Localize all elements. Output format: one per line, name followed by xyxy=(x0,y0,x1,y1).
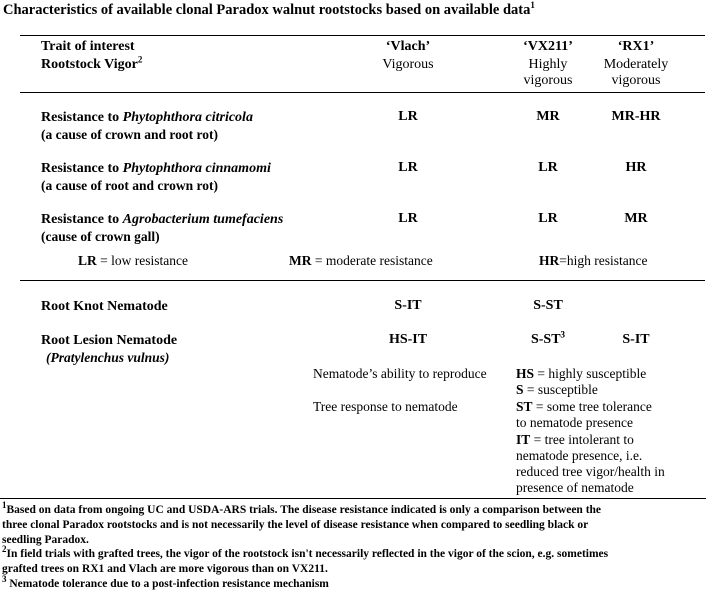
value-vlach: S-IT xyxy=(394,298,422,313)
legend-st: ST = some tree tolerance xyxy=(516,399,652,414)
col-vx211-vigor-1: Highly xyxy=(528,57,568,72)
value-vx211: LR xyxy=(538,160,558,175)
value-vx211: $S-ST^3$ xyxy=(530,329,566,347)
vigor-header: Rootstock Vigor$^2$ xyxy=(41,54,143,72)
disease-label: Resistance to Phytophthora citricola xyxy=(41,110,253,125)
col-vlach-vigor: Vigorous xyxy=(382,57,434,72)
col-rx1-name: ‘RX1’ xyxy=(617,39,655,54)
legend-mr: MR = moderate resistance xyxy=(289,253,433,268)
disease-note: (a cause of crown and root rot) xyxy=(41,127,218,142)
page-title: Characteristics of available clonal Paradox walnut rootstocks based on available data$^1$ xyxy=(3,0,535,18)
reproduce-label: Nematode’s ability to reproduce xyxy=(313,366,487,381)
header-rule xyxy=(20,92,705,93)
col-vx211-name: ‘VX211’ xyxy=(523,39,573,54)
legend-hr: HR=high resistance xyxy=(539,253,648,268)
nematode-sublabel: (Pratylenchus vulnus) xyxy=(46,350,170,365)
legend-s: S = susceptible xyxy=(516,382,598,397)
nematode-label: Root Knot Nematode xyxy=(41,299,168,314)
col-vlach-name: ‘Vlach’ xyxy=(385,39,431,54)
legend-it-cont-1: nematode presence, i.e. xyxy=(516,448,643,463)
disease-note: (a cause of root and crown rot) xyxy=(41,178,218,193)
legend-it: IT = tree intolerant to xyxy=(516,432,634,447)
legend-st-cont: to nematode presence xyxy=(516,415,633,430)
bottom-rule xyxy=(0,498,706,499)
mid-rule xyxy=(20,280,705,281)
response-label: Tree response to nematode xyxy=(313,399,458,414)
footnote-2: $^2$In field trials with grafted trees, the vigor of the rootstock isn't necessarily reflected in the vigor of the scion, e.g. sometimes grafted trees on RX1 and Vlach are more vigorous than on VX211. xyxy=(2,544,609,575)
value-vlach: LR xyxy=(398,109,418,124)
legend-it-cont-2: reduced tree vigor/health in xyxy=(516,464,665,479)
legend-it-cont-3: presence of nematode xyxy=(516,480,634,495)
footnote-3: $^3$ Nematode tolerance due to a post-infection resistance mechanism xyxy=(2,574,329,590)
value-rx1: MR-HR xyxy=(611,109,661,124)
value-vlach: LR xyxy=(398,160,418,175)
value-vx211: S-ST xyxy=(533,298,563,313)
legend-hs: HS = highly susceptible xyxy=(516,366,647,381)
value-rx1: S-IT xyxy=(622,332,650,347)
trait-header: Trait of interest xyxy=(41,39,135,54)
value-vx211: MR xyxy=(536,109,560,124)
legend-lr: LR = low resistance xyxy=(78,253,188,268)
disease-label: Resistance to Phytophthora cinnamomi xyxy=(41,161,271,176)
value-rx1: HR xyxy=(625,160,647,175)
value-vlach: HS-IT xyxy=(388,332,428,347)
disease-label: Resistance to Agrobacterium tumefaciens xyxy=(41,212,284,227)
col-rx1-vigor-1: Moderately xyxy=(603,57,669,72)
col-rx1-vigor-2: vigorous xyxy=(611,73,661,88)
footnote-1: $^1$Based on data from ongoing UC and USDA-ARS trials. The disease resistance indicated is only a comparison between the three clonal Paradox rootstocks and is not necessarily the level of disease resistance when compared to seedling black or seedling Paradox. xyxy=(2,500,602,546)
col-vx211-vigor-2: vigorous xyxy=(523,73,573,88)
value-vlach: LR xyxy=(398,211,418,226)
value-rx1: MR xyxy=(624,211,648,226)
disease-note: (cause of crown gall) xyxy=(41,229,160,244)
top-rule xyxy=(20,35,705,36)
nematode-label: Root Lesion Nematode xyxy=(41,333,178,348)
value-vx211: LR xyxy=(538,211,558,226)
